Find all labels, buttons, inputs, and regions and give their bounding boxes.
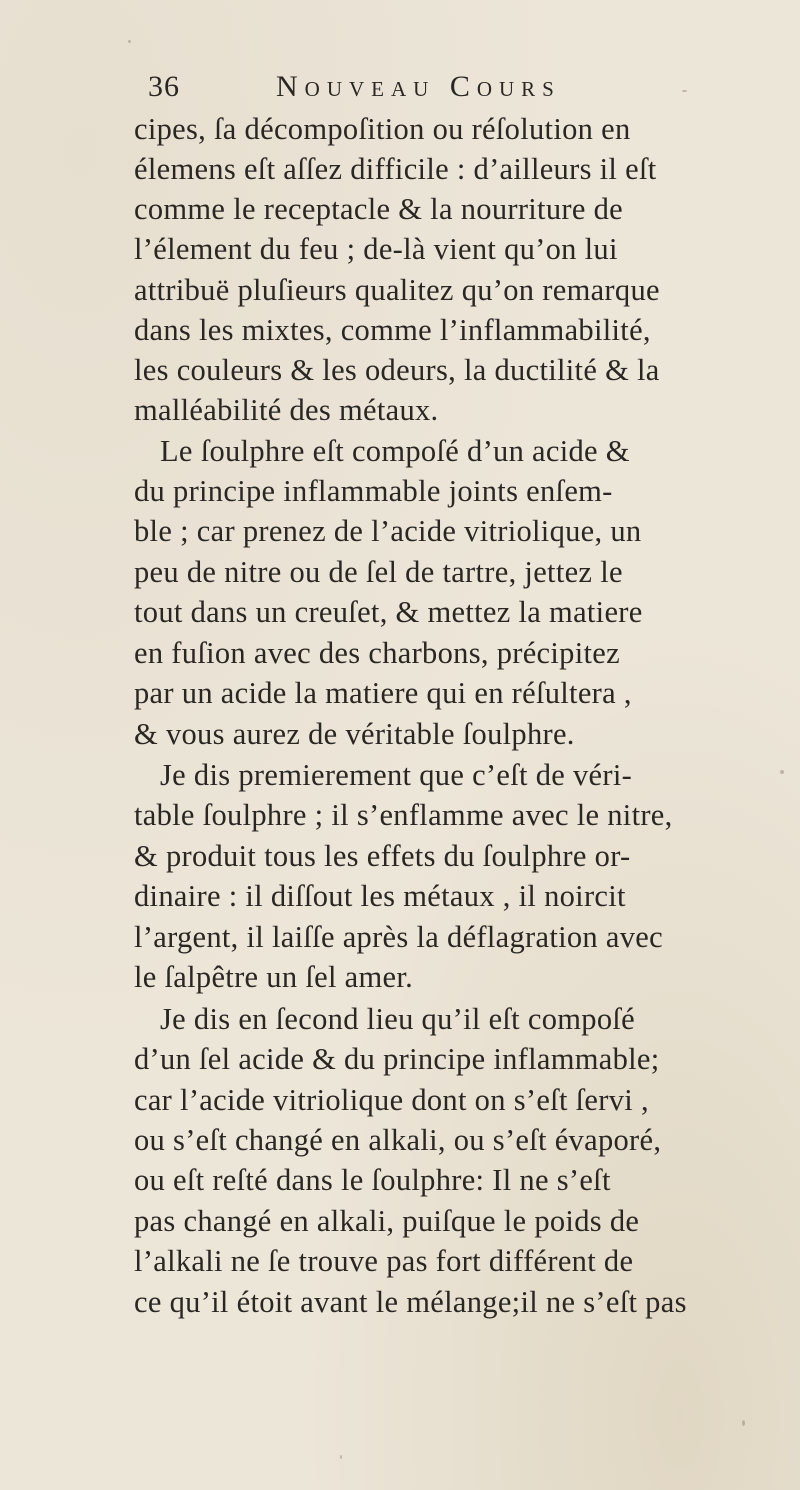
text-line: dinaire : il diſſout les métaux , il noircit (134, 879, 626, 913)
text-line: malléabilité des métaux. (134, 393, 439, 427)
text-line: en fuſion avec des charbons, précipitez (134, 636, 620, 670)
paragraph-start-line: Je dis premierement que c’eſt de véri- (160, 758, 633, 792)
text-line: & produit tous les effets du ſoulphre or- (134, 839, 631, 873)
paper-speck (780, 770, 784, 774)
text-line: car l’acide vitriolique dont on s’eſt ſervi , (134, 1083, 649, 1117)
text-line: les couleurs & les odeurs, la ductilité & la (134, 353, 660, 387)
text-line: dans les mixtes, comme l’inflammabilité, (134, 313, 651, 347)
text-line: peu de nitre ou de ſel de tartre, jettez le (134, 555, 623, 589)
paper-speck (742, 1420, 745, 1426)
text-line: & vous aurez de véritable ſoulphre. (134, 717, 575, 751)
text-line: tout dans un creuſet, & mettez la matiere (134, 595, 643, 629)
text-line: par un acide la matiere qui en réſultera , (134, 676, 632, 710)
paper-speck (128, 40, 131, 43)
text-line: comme le receptacle & la nourriture de (134, 192, 623, 226)
running-title: Nouveau Cours (276, 70, 561, 103)
text-line: ce qu’il étoit avant le mélange;il ne s’eſt pas (134, 1285, 687, 1319)
text-line: du principe inflammable joints enſem- (134, 474, 613, 508)
text-line: l’alkali ne ſe trouve pas fort différent de (134, 1244, 634, 1278)
text-line: table ſoulphre ; il s’enflamme avec le nitre, (134, 798, 673, 832)
paragraph-start-line: Le ſoulphre eſt compoſé d’un acide & (160, 434, 630, 468)
page-header (148, 70, 708, 110)
text-line: élemens eſt aſſez difficile : d’ailleurs il eſt (134, 152, 657, 186)
text-line: ou eſt reſté dans le ſoulphre: Il ne s’eſt (134, 1163, 611, 1197)
text-line: pas changé en alkali, puiſque le poids de (134, 1204, 640, 1238)
page-number: 36 (148, 70, 180, 103)
paper-speck (340, 1455, 342, 1459)
text-line: ble ; car prenez de l’acide vitriolique, un (134, 514, 642, 548)
paper-speck (682, 90, 687, 92)
text-line: ou s’eſt changé en alkali, ou s’eſt évaporé, (134, 1123, 662, 1157)
text-line: le ſalpêtre un ſel amer. (134, 960, 414, 994)
text-line: cipes, ſa décompoſition ou réſolution en (134, 112, 631, 146)
paragraph-start-line: Je dis en ſecond lieu qu’il eſt compoſé (160, 1002, 636, 1036)
text-line: attribuë pluſieurs qualitez qu’on remarque (134, 273, 660, 307)
text-line: l’élement du feu ; de-là vient qu’on lui (134, 232, 618, 266)
text-line: d’un ſel acide & du principe inflammable; (134, 1042, 660, 1076)
text-line: l’argent, il laiſſe après la déflagration avec (134, 920, 663, 954)
